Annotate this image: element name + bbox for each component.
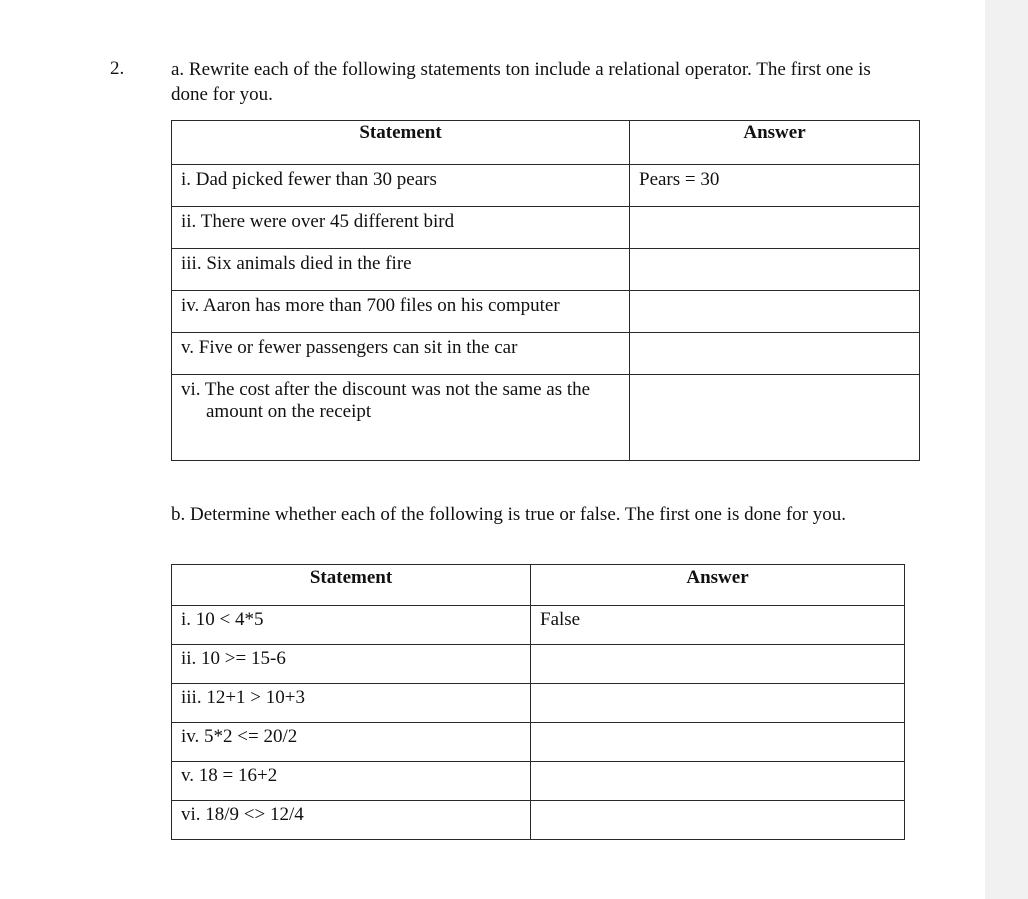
question-number: 2.	[110, 58, 125, 79]
table-row	[172, 291, 920, 333]
statement-cell: iii. 12+1 > 10+3	[172, 684, 531, 723]
answer-cell[interactable]	[630, 249, 920, 291]
statement-cell	[172, 207, 630, 249]
statement-text: ii. There were over 45 different bird	[181, 211, 455, 232]
table-row	[172, 762, 905, 801]
answer-cell[interactable]	[630, 375, 920, 461]
answer-cell[interactable]	[531, 645, 905, 684]
part-b-instruction: b. Determine whether each of the following is true or false. The first one is done for you.	[171, 504, 847, 525]
answer-cell[interactable]	[630, 291, 920, 333]
table-row	[172, 375, 920, 461]
statement-text: vi. The cost after the discount was not the same as the amount on the receipt	[181, 379, 591, 422]
table-row	[172, 165, 920, 207]
statement-text: v. Five or fewer passengers can sit in the car	[181, 337, 518, 358]
table-row	[172, 684, 905, 723]
statement-text: iii. Six animals died in the fire	[181, 253, 412, 274]
statement-header: Statement	[172, 565, 531, 606]
statement-cell	[172, 291, 630, 333]
statement-cell: vi. 18/9 <> 12/4	[172, 801, 531, 840]
answer-header: Answer	[630, 121, 920, 165]
table-row	[172, 801, 905, 840]
answer-cell[interactable]	[630, 333, 920, 375]
statement-cell: iv. 5*2 <= 20/2	[172, 723, 531, 762]
table-row	[172, 645, 905, 684]
statement-cell	[172, 249, 630, 291]
statement-cell: ii. 10 >= 15-6	[172, 645, 531, 684]
answer-cell[interactable]	[531, 723, 905, 762]
statement-cell	[172, 165, 630, 207]
statement-header: Statement	[172, 121, 630, 165]
table-row	[172, 249, 920, 291]
answer-cell[interactable]: Pears = 30	[630, 165, 920, 207]
part-b-table	[171, 564, 905, 840]
part-a-instruction: a. Rewrite each of the following statements ton include a relational operator. The first one is done for you.	[171, 59, 871, 105]
answer-header: Answer	[531, 565, 905, 606]
part-a-table	[171, 120, 920, 461]
table-header-row	[172, 565, 905, 606]
table-row	[172, 723, 905, 762]
table-row	[172, 333, 920, 375]
statement-cell: v. 18 = 16+2	[172, 762, 531, 801]
statement-text: iv. Aaron has more than 700 files on his computer	[181, 295, 560, 316]
statement-cell	[172, 375, 630, 461]
table-row	[172, 606, 905, 645]
answer-cell[interactable]	[531, 801, 905, 840]
answer-cell[interactable]	[531, 684, 905, 723]
statement-cell	[172, 333, 630, 375]
statement-text: i. Dad picked fewer than 30 pears	[181, 169, 437, 190]
table-row	[172, 207, 920, 249]
statement-cell: i. 10 < 4*5	[172, 606, 531, 645]
answer-cell[interactable]	[630, 207, 920, 249]
side-margin-strip	[985, 0, 1028, 899]
answer-cell[interactable]	[531, 762, 905, 801]
table-header-row	[172, 121, 920, 165]
answer-cell[interactable]: False	[531, 606, 905, 645]
